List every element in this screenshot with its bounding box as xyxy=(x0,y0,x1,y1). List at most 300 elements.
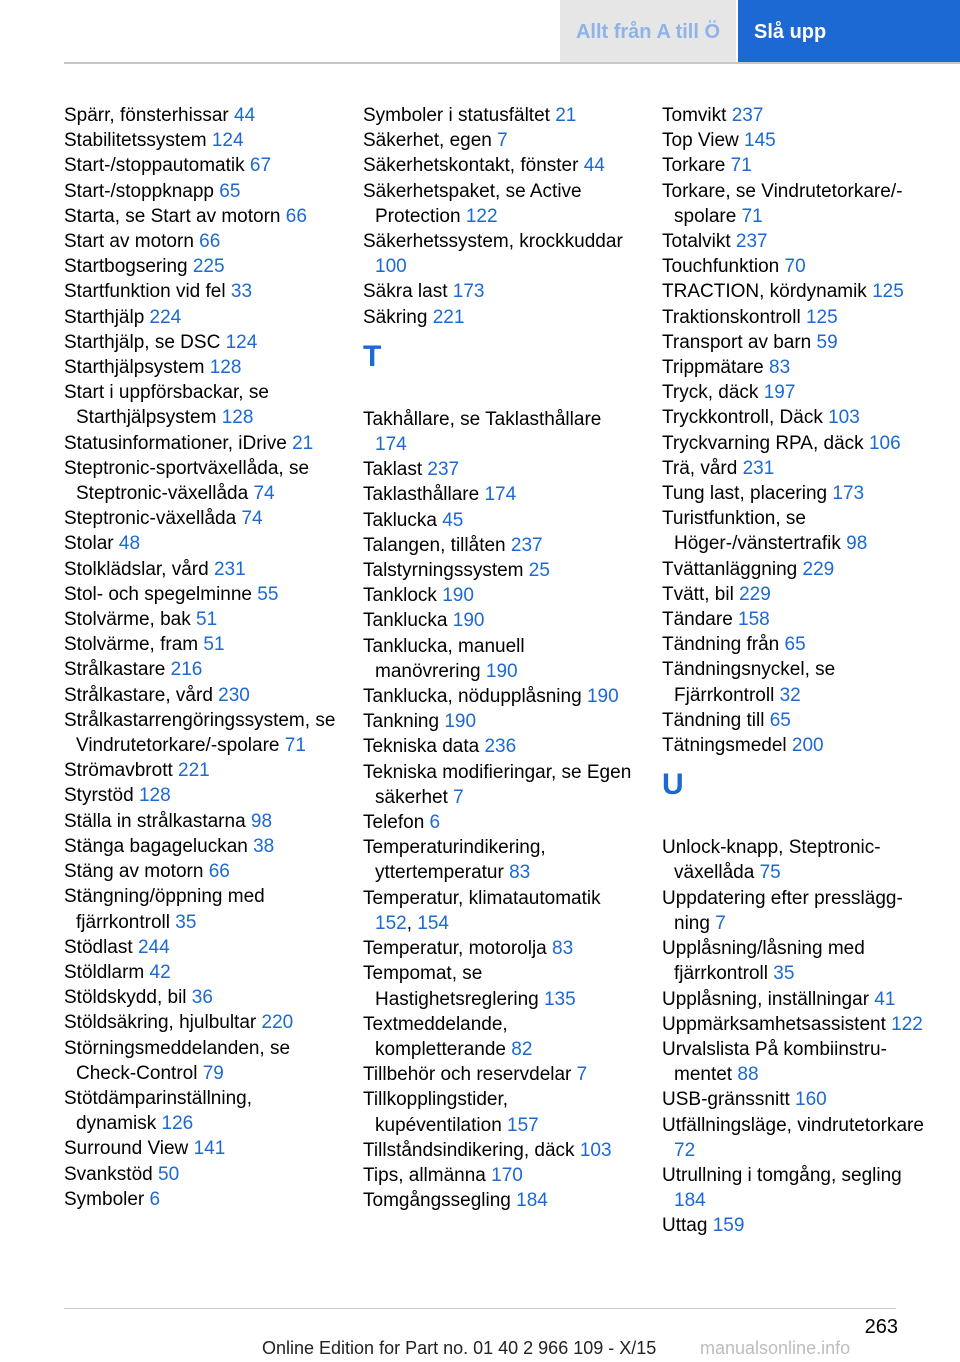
index-entry-text: Stöldlarm xyxy=(64,961,150,983)
index-entry xyxy=(363,229,633,279)
page-reference-link[interactable]: 74 xyxy=(241,508,263,530)
index-entry-text: Temperatur, motorolja xyxy=(363,938,553,960)
index-entry xyxy=(363,558,633,583)
index-entry xyxy=(363,407,633,457)
page-reference-link[interactable]: 51 xyxy=(203,634,225,656)
index-entry-text: Utrullning i tomgång, segling xyxy=(662,1164,902,1186)
index-entry xyxy=(64,582,336,607)
index-entry xyxy=(64,1010,336,1035)
page-reference-link[interactable]: 71 xyxy=(284,735,306,757)
index-entry-text: Symboler i statusfältet xyxy=(363,105,556,126)
page-reference-link[interactable]: 229 xyxy=(802,558,835,580)
page-reference-link[interactable]: 174 xyxy=(375,434,407,456)
page-reference-link[interactable]: 221 xyxy=(432,306,465,328)
index-entry xyxy=(363,835,633,885)
index-entry: Temperatur, klimatautomatik 152, 154 xyxy=(363,887,601,934)
index-entry xyxy=(64,607,336,632)
index-entry-text: Steptronic-växellåda xyxy=(64,508,242,530)
page-reference-link[interactable]: 21 xyxy=(555,105,577,126)
page-reference-link[interactable]: 35 xyxy=(175,911,197,933)
page-reference-link[interactable]: 154 xyxy=(417,912,449,934)
index-entry-text: Tryck, däck xyxy=(662,382,764,404)
page-reference-link[interactable]: 184 xyxy=(674,1190,706,1212)
index-entry-text: Steptronic-sportväxellåda, se Steptronic-växellåda xyxy=(64,457,310,505)
page-reference-link[interactable]: 44 xyxy=(583,155,605,177)
index-entry-text: Säkerhetssystem, krockkuddar xyxy=(363,231,623,253)
index-entry xyxy=(662,153,932,178)
page-reference-link[interactable]: 72 xyxy=(674,1139,696,1161)
index-entry xyxy=(662,330,932,355)
index-entry xyxy=(363,608,633,633)
page-reference-link[interactable]: 128 xyxy=(209,357,242,379)
index-entry xyxy=(662,1087,932,1112)
index-entry-text: Säkerhetspaket, se Active Protection xyxy=(363,180,582,227)
index-entry-text: Tekniska modifieringar, se Egen säkerhet xyxy=(363,761,632,808)
index-entry-text: Totalvikt xyxy=(662,231,736,253)
index-entry-text: Textmeddelande, kompletterande xyxy=(363,1013,512,1060)
index-entry xyxy=(64,1086,336,1136)
page-reference-link[interactable]: 125 xyxy=(805,306,838,328)
page-reference-link[interactable]: 7 xyxy=(576,1064,588,1086)
index-entry-text: Tomvikt xyxy=(662,105,732,126)
index-entry-text: Taklast xyxy=(363,459,428,481)
index-entry xyxy=(662,557,932,582)
page-reference-link[interactable]: 141 xyxy=(193,1138,226,1160)
index-entry xyxy=(363,153,633,178)
index-entry xyxy=(64,128,336,153)
index-entry-text: Trippmätare xyxy=(662,357,769,379)
index-entry xyxy=(363,1062,633,1087)
page-reference-link[interactable]: 65 xyxy=(784,634,806,656)
index-entry xyxy=(64,657,336,682)
page-reference-link[interactable]: 126 xyxy=(161,1113,194,1135)
index-entry xyxy=(363,936,633,961)
index-column-2 xyxy=(363,103,633,1213)
page-reference-link[interactable]: 220 xyxy=(261,1012,294,1034)
page-reference-link[interactable]: 173 xyxy=(452,281,485,303)
index-entry xyxy=(64,884,336,934)
page-reference-link[interactable]: 135 xyxy=(543,988,576,1010)
section-tab: Slå upp xyxy=(738,0,960,64)
index-column-1 xyxy=(64,103,336,1212)
page-reference-link[interactable]: 237 xyxy=(731,105,764,126)
page-reference-link[interactable]: 124 xyxy=(211,130,244,152)
page-reference-link[interactable]: 55 xyxy=(257,583,279,605)
section-title: Allt från A till Ö xyxy=(560,0,736,64)
index-entry-text: Starthjälp, se DSC xyxy=(64,331,226,353)
index-entry xyxy=(64,506,336,531)
index-entry-text: Tomgångssegling xyxy=(363,1190,517,1212)
index-entry xyxy=(662,1163,932,1213)
index-entry-text: Tändare xyxy=(662,609,739,631)
page-reference-link[interactable]: 184 xyxy=(516,1190,548,1212)
page-reference-link[interactable]: 190 xyxy=(452,610,485,632)
page-reference-link[interactable]: 44 xyxy=(234,105,256,126)
index-entry-text: Statusinformationer, iDrive xyxy=(64,432,293,454)
index-entry-text: Stänga bagageluckan xyxy=(64,835,254,857)
page-reference-link[interactable]: 237 xyxy=(735,231,768,253)
page-reference-link[interactable]: 83 xyxy=(769,357,791,379)
index-entry-text: Störningsmeddelanden, se Check-Control xyxy=(64,1037,291,1084)
page-reference-link[interactable]: 216 xyxy=(170,659,203,681)
page-reference-link[interactable]: 236 xyxy=(484,736,517,758)
index-entry xyxy=(64,1187,336,1212)
index-entry xyxy=(363,1012,633,1062)
page-number: 263 xyxy=(864,1316,898,1338)
index-entry-text: Tanklock xyxy=(363,585,443,607)
index-entry-text: Tillbehör och reservdelar xyxy=(363,1064,577,1086)
index-entry-text: Tätningsmedel xyxy=(662,735,792,757)
index-entry xyxy=(363,1188,633,1213)
index-entry xyxy=(64,859,336,884)
page-reference-link[interactable]: 244 xyxy=(137,936,170,958)
index-entry-text: Säkring xyxy=(363,306,433,328)
page-reference-link[interactable]: 65 xyxy=(219,180,241,202)
page-reference-link[interactable]: 200 xyxy=(791,735,824,757)
index-entry-text: Tillkopplingstider, kupéventilation xyxy=(363,1089,509,1136)
index-entry-text: Telefon xyxy=(363,812,430,834)
letter-spacer xyxy=(662,810,932,835)
index-entry xyxy=(662,708,932,733)
index-entry xyxy=(64,153,336,178)
page-reference-link[interactable]: 174 xyxy=(484,484,517,506)
index-entry xyxy=(64,758,336,783)
index-entry-text: Utfällningsläge, vindrutetorkare xyxy=(662,1114,924,1136)
page-reference-link[interactable]: 88 xyxy=(737,1064,759,1086)
page-reference-link[interactable]: 160 xyxy=(795,1089,827,1111)
index-entry xyxy=(662,1113,932,1163)
page-reference-link[interactable]: 66 xyxy=(199,231,221,253)
page-reference-link[interactable]: 21 xyxy=(292,432,314,454)
page-reference-link[interactable]: 35 xyxy=(773,963,795,985)
index-entry xyxy=(64,456,336,506)
index-entry-text: Stäng av motorn xyxy=(64,861,209,883)
index-entry-text: Tanklucka xyxy=(363,610,453,632)
index-entry-text: Stöldsäkring, hjulbultar xyxy=(64,1012,262,1034)
page-reference-link[interactable]: 71 xyxy=(730,155,752,177)
page-reference-link[interactable]: 48 xyxy=(118,533,141,555)
page-reference-link[interactable]: 122 xyxy=(465,205,498,227)
index-entry-text: Tvätt, bil xyxy=(662,583,740,605)
index-entry xyxy=(64,103,336,128)
index-entry-text: Tändningsnyckel, se Fjärrkontroll xyxy=(662,659,836,706)
index-entry-text: Urvalslista På kombiinstrumentet xyxy=(662,1038,887,1086)
page-reference-link[interactable]: 6 xyxy=(429,812,441,834)
page-reference-link[interactable]: 51 xyxy=(196,609,218,631)
index-entry-text: Strålkastare, vård xyxy=(64,684,219,706)
index-entry-text: Tips, allmänna xyxy=(363,1164,492,1186)
index-entry-text: Temperaturindikering, yttertemperatur xyxy=(363,837,546,884)
index-entry xyxy=(662,936,932,986)
index-entry-text: Tankning xyxy=(363,711,445,733)
index-entry-text: Tändning från xyxy=(662,634,785,656)
index-entry-text: Talangen, tillåten xyxy=(363,534,511,556)
index-entry xyxy=(64,229,336,254)
page-reference-link[interactable]: 67 xyxy=(249,155,272,177)
footer-divider xyxy=(64,1308,896,1309)
page-reference-link[interactable]: 230 xyxy=(218,684,250,706)
index-entry xyxy=(363,508,633,533)
page-reference-link[interactable]: 41 xyxy=(874,988,896,1010)
index-entry-text: Upplåsning, inställningar xyxy=(662,988,875,1010)
index-entry xyxy=(662,657,932,707)
index-entry-text: Tung last, placering xyxy=(662,483,833,505)
page-reference-link[interactable]: 190 xyxy=(442,585,474,607)
index-entry xyxy=(363,1138,633,1163)
index-entry-text: Stolar xyxy=(64,533,119,555)
page-reference-link[interactable]: 145 xyxy=(744,130,776,152)
index-entry-text: Starta, se Start av motorn xyxy=(64,205,286,227)
page-reference-link[interactable]: 7 xyxy=(497,130,508,152)
index-entry xyxy=(662,1037,932,1087)
index-entry xyxy=(363,179,633,229)
page-reference-link[interactable]: 197 xyxy=(763,382,796,404)
index-entry-text: Touchfunktion xyxy=(662,256,785,278)
index-entry xyxy=(662,431,932,456)
index-entry xyxy=(64,834,336,859)
page-reference-link[interactable]: 75 xyxy=(759,862,781,884)
index-entry xyxy=(363,305,633,330)
page-reference-link[interactable]: 152 xyxy=(375,912,407,934)
index-entry xyxy=(64,1162,336,1187)
index-entry xyxy=(363,533,633,558)
index-entry xyxy=(64,809,336,834)
index-entry xyxy=(363,583,633,608)
index-entry-text: Stötdämparinställning, dynamisk xyxy=(64,1087,252,1135)
page-reference-link[interactable]: 103 xyxy=(579,1139,612,1161)
index-entry-text: Torkare xyxy=(662,155,731,177)
page-reference-link[interactable]: 190 xyxy=(586,686,619,708)
index-entry xyxy=(363,634,633,684)
index-entry-text: Start-/stoppautomatik xyxy=(64,155,250,177)
page-reference-link[interactable]: 100 xyxy=(375,256,407,278)
index-entry-text: Top View xyxy=(662,130,745,152)
index-entry xyxy=(64,330,336,355)
index-entry-text: Upplåsning/låsning med fjärrkontroll xyxy=(662,938,865,985)
page-reference-link[interactable]: 106 xyxy=(868,432,901,454)
page-reference-link[interactable]: 122 xyxy=(891,1013,923,1035)
index-entry-text: Säkerhet, egen xyxy=(363,130,498,152)
letter-spacer xyxy=(363,382,633,407)
index-entry-text: Säkerhetskontakt, fönster xyxy=(363,155,584,177)
page-reference-link[interactable]: 158 xyxy=(738,609,770,631)
index-entry xyxy=(662,279,932,304)
index-entry-text: Tvättanläggning xyxy=(662,558,803,580)
index-entry-text: Tanklucka, manuell manövrering xyxy=(363,635,525,682)
index-entry xyxy=(662,254,932,279)
index-entry xyxy=(363,1087,633,1137)
page-reference-link[interactable]: 225 xyxy=(192,256,225,278)
index-entry-text: Uttag xyxy=(662,1215,713,1237)
index-entry-text: Tekniska data xyxy=(363,736,485,758)
edition-text: Online Edition for Part no. 01 40 2 966 109 - X/15 xyxy=(262,1338,657,1358)
index-entry xyxy=(662,128,932,153)
page-reference-link[interactable]: 74 xyxy=(253,483,275,505)
index-entry xyxy=(662,229,932,254)
index-entry xyxy=(64,305,336,330)
page-reference-link[interactable]: 237 xyxy=(427,459,460,481)
page-reference-link[interactable]: 190 xyxy=(485,660,518,682)
index-entry xyxy=(363,734,633,759)
page-reference-link[interactable]: 98 xyxy=(250,810,273,832)
index-entry-text: Transport av barn xyxy=(662,331,817,353)
index-entry xyxy=(64,179,336,204)
index-entry xyxy=(363,810,633,835)
index-entry-text: Starthjälp xyxy=(64,306,150,328)
index-entry-text: Styrstöd xyxy=(64,785,139,807)
page-footer xyxy=(0,1300,960,1362)
page-reference-link[interactable]: 50 xyxy=(158,1163,180,1185)
index-entry xyxy=(64,279,336,304)
page-reference-link[interactable]: 103 xyxy=(828,407,860,429)
page-reference-link[interactable]: 36 xyxy=(191,987,213,1009)
index-entry xyxy=(64,1036,336,1086)
index-entry xyxy=(662,835,932,885)
page-reference-link[interactable]: 128 xyxy=(138,785,171,807)
index-letter-heading: U xyxy=(662,768,684,802)
page-reference-link[interactable]: 128 xyxy=(221,407,254,429)
page-reference-link[interactable]: 70 xyxy=(784,256,806,278)
index-entry xyxy=(363,709,633,734)
index-entry-text: Uppdatering efter pressläggning xyxy=(662,887,903,934)
index-entry xyxy=(363,103,633,128)
page-reference-link[interactable]: 83 xyxy=(509,862,531,884)
index-entry-text: Talstyrningssystem xyxy=(363,560,529,582)
page-reference-link[interactable]: 224 xyxy=(149,306,182,328)
index-entry xyxy=(363,128,633,153)
page-reference-link[interactable]: 82 xyxy=(511,1038,533,1060)
index-entry-text: Stabilitetssystem xyxy=(64,130,212,152)
index-entry-text: Stängning/öppning med fjärrkontroll xyxy=(64,886,265,933)
index-entry xyxy=(662,405,932,430)
page-reference-link[interactable]: 42 xyxy=(149,961,171,983)
index-entry-text: Starthjälpsystem xyxy=(64,357,210,379)
index-column-3 xyxy=(662,103,932,1239)
index-entry xyxy=(363,684,633,709)
page-reference-link[interactable]: 7 xyxy=(715,912,726,934)
index-entry xyxy=(662,1012,932,1037)
page-reference-link[interactable]: 98 xyxy=(846,533,868,555)
page-reference-link[interactable]: 124 xyxy=(225,331,258,353)
page-reference-link[interactable]: 65 xyxy=(769,709,791,731)
index-entry-text: TRACTION, kördynamik xyxy=(662,281,873,303)
index-entry xyxy=(662,380,932,405)
page-reference-link[interactable]: 159 xyxy=(712,1215,745,1237)
index-entry xyxy=(662,632,932,657)
index-entry-text: Stolvärme, fram xyxy=(64,634,204,656)
index-entry xyxy=(64,683,336,708)
page-reference-link[interactable]: 79 xyxy=(202,1062,224,1084)
page-reference-link[interactable]: 6 xyxy=(149,1188,161,1210)
index-entry xyxy=(363,1163,633,1188)
index-entry-text: Turistfunktion, se Höger-/vänstertrafik xyxy=(662,508,847,555)
index-entry-text: Taklasthållare xyxy=(363,484,485,506)
index-entry xyxy=(64,1136,336,1161)
page-reference-link[interactable]: 231 xyxy=(742,457,775,479)
index-entry-text: Tryckkontroll, Däck xyxy=(662,407,829,429)
watermark-text: manualsonline.info xyxy=(700,1338,851,1358)
header-divider xyxy=(64,62,960,64)
index-entry xyxy=(662,886,932,936)
index-entry-text: Start-/stoppknapp xyxy=(64,180,220,202)
index-entry xyxy=(64,355,336,380)
page-reference-link[interactable]: 157 xyxy=(507,1114,539,1136)
index-entry-text: Ställa in strålkastarna xyxy=(64,810,251,832)
index-entry xyxy=(64,960,336,985)
index-entry xyxy=(662,481,932,506)
index-entry xyxy=(64,783,336,808)
page-reference-link[interactable]: 45 xyxy=(442,509,464,531)
index-entry-text: Temperatur, klimatautomatik xyxy=(363,887,601,909)
index-entry-text: USB-gränssnitt xyxy=(662,1089,796,1111)
page-reference-link[interactable]: 33 xyxy=(230,281,253,303)
page-header xyxy=(0,0,960,64)
page-reference-link[interactable]: 229 xyxy=(739,583,771,605)
index-entry-text: Strålkastare xyxy=(64,659,171,681)
index-entry xyxy=(662,607,932,632)
page-reference-link[interactable]: 25 xyxy=(528,560,550,582)
index-entry xyxy=(64,431,336,456)
page-reference-link[interactable]: 231 xyxy=(213,558,246,580)
page-reference-link[interactable]: 66 xyxy=(208,861,230,883)
index-letter-heading: T xyxy=(363,339,382,373)
page-reference-link[interactable]: 83 xyxy=(552,938,574,960)
page-reference-link[interactable]: 125 xyxy=(872,281,904,303)
page-reference-link[interactable]: 7 xyxy=(453,786,464,808)
page-reference-link[interactable]: 38 xyxy=(253,835,275,857)
index-entry-text: Startbogsering xyxy=(64,256,193,278)
index-entry xyxy=(662,506,932,556)
index-entry xyxy=(662,733,932,758)
index-entry-text: Start i uppförsbackar, se Starthjälpsystem xyxy=(64,382,269,429)
page-reference-link[interactable]: 170 xyxy=(491,1164,523,1186)
index-entry-text: Spärr, fönsterhissar xyxy=(64,105,235,126)
page-reference-link[interactable]: 66 xyxy=(285,205,307,227)
index-entry-text: Unlock-knapp, Steptronic-växellåda xyxy=(662,837,881,884)
index-entry xyxy=(64,531,336,556)
index-entry-text: Start av motorn xyxy=(64,231,200,253)
index-entry xyxy=(363,279,633,304)
index-entry xyxy=(363,482,633,507)
index-entry-text: Symboler xyxy=(64,1188,150,1210)
index-entry-text: Stolvärme, bak xyxy=(64,609,196,631)
index-entry-text: Traktionskontroll xyxy=(662,306,806,328)
index-entry xyxy=(64,254,336,279)
page-reference-link[interactable]: 32 xyxy=(779,684,801,706)
index-entry xyxy=(64,632,336,657)
index-entry xyxy=(662,103,932,128)
index-entry xyxy=(363,760,633,810)
index-entry-text: Stolklädslar, vård xyxy=(64,558,214,580)
index-entry xyxy=(662,179,932,229)
index-entry xyxy=(662,355,932,380)
page-reference-link[interactable]: 190 xyxy=(444,711,477,733)
index-entry xyxy=(662,1213,932,1238)
index-entry-text: Trä, vård xyxy=(662,457,743,479)
index-entry-text: Tanklucka, nödupplåsning xyxy=(363,686,587,708)
page-reference-link[interactable]: 221 xyxy=(178,760,210,782)
index-entry-text: Svankstöd xyxy=(64,1163,158,1185)
index-entry-text: Tändning till xyxy=(662,709,770,731)
index-entry-text: Strömavbrott xyxy=(64,760,179,782)
page-reference-link[interactable]: 173 xyxy=(832,483,865,505)
index-entry-text: Säkra last xyxy=(363,281,453,303)
page-reference-link[interactable]: 237 xyxy=(510,534,543,556)
index-entry xyxy=(64,935,336,960)
page-reference-link[interactable]: 59 xyxy=(816,331,838,353)
index-entry xyxy=(662,582,932,607)
page-reference-link[interactable]: 71 xyxy=(741,205,763,227)
